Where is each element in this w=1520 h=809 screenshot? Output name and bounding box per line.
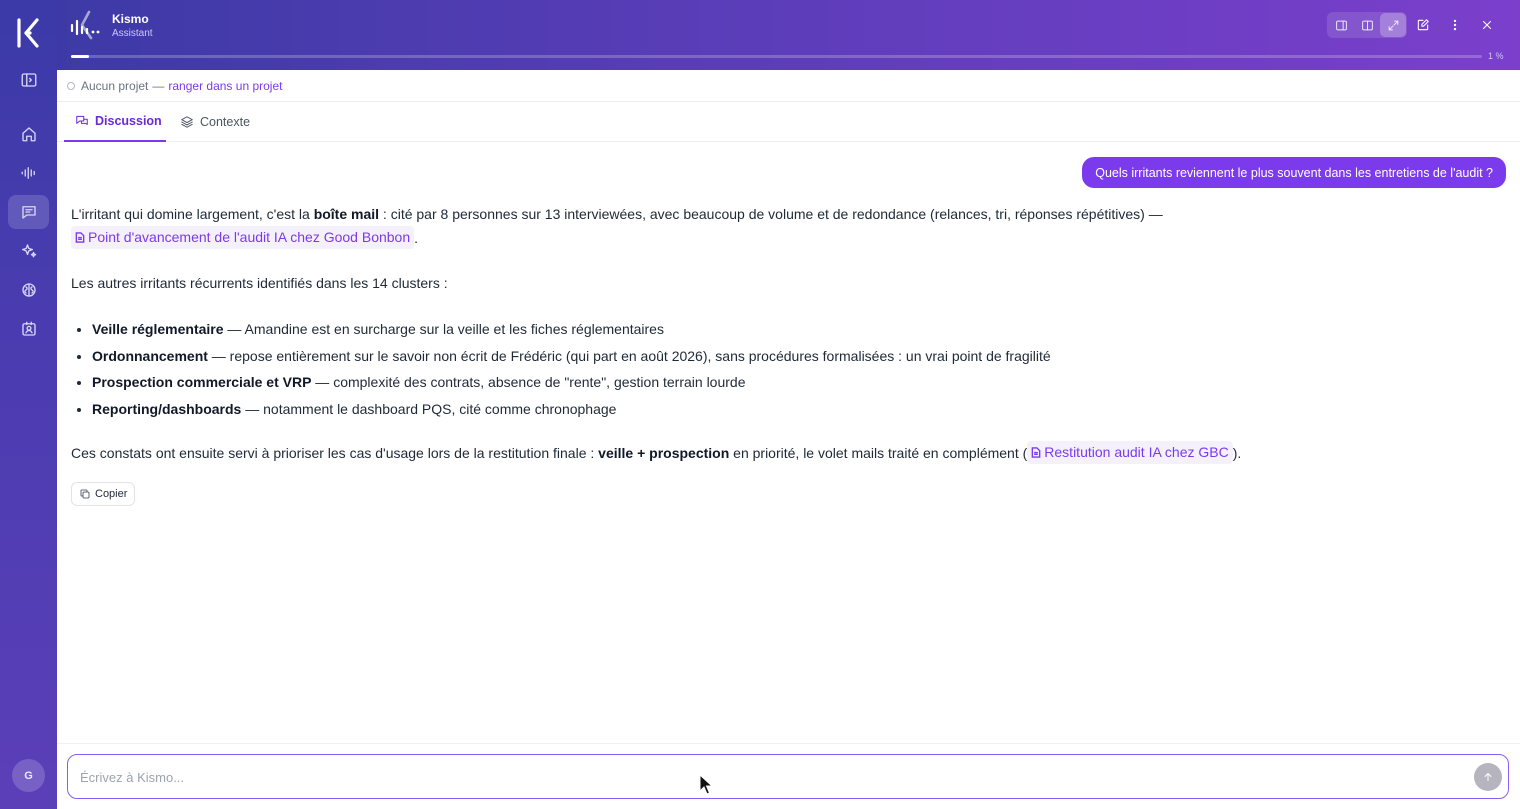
sparkles-icon [20, 242, 38, 260]
waveform-icon [20, 164, 38, 182]
progress-percent: 1 % [1488, 51, 1504, 61]
columns-icon [1361, 19, 1374, 32]
sidebar-item-contacts[interactable] [8, 312, 49, 346]
list-item-title: Veille réglementaire [92, 321, 224, 337]
send-button[interactable] [1474, 763, 1502, 791]
source-reference-label: Point d'avancement de l'audit IA chez Good Bonbon [88, 229, 411, 245]
sidebar-item-chat[interactable] [8, 195, 49, 229]
left-rail [0, 0, 57, 809]
answer-paragraph-2: Les autres irritants récurrents identifiés dans les 14 clusters : [71, 275, 448, 291]
fullscreen-button[interactable] [1380, 13, 1406, 37]
user-message-bubble: Quels irritants reviennent le plus souvent dans les entretiens de l'audit ? [1082, 157, 1506, 188]
answer-paragraph-1 [71, 203, 1491, 250]
new-chat-button[interactable] [1407, 12, 1439, 38]
list-item [92, 398, 1491, 421]
project-status-icon [67, 82, 75, 90]
chat-icon [20, 203, 38, 221]
source-reference-label: Restitution audit IA chez GBC [1044, 443, 1229, 460]
document-icon [75, 232, 85, 243]
answer-text: ). [1232, 444, 1242, 461]
answer-text: : cité par 8 personnes sur 13 interviewées, avec beaucoup de volume et de redondance (relances, tri, réponses répétitives) — [379, 206, 1163, 222]
user-avatar[interactable]: G [12, 759, 45, 792]
header-toolbar [1327, 12, 1503, 38]
irritants-list [71, 318, 1491, 421]
tab-contexte[interactable] [179, 102, 250, 142]
progress-bar [71, 55, 1482, 58]
view-mode-group [1327, 12, 1407, 38]
tab-bar [57, 102, 1520, 142]
close-button[interactable] [1471, 12, 1503, 38]
answer-text: L'irritant qui domine largement, c'est la [71, 206, 314, 222]
tab-discussion-label: Discussion [95, 114, 162, 128]
answer-paragraph-3 [71, 441, 1491, 465]
list-item [92, 371, 1491, 394]
mouse-cursor-icon [699, 774, 713, 796]
assistant-header [57, 0, 1520, 70]
message-input[interactable] [80, 767, 1460, 787]
arrow-up-icon [1482, 771, 1494, 783]
answer-text: en priorité, le volet mails traité en complément ( [729, 444, 1028, 461]
list-item-text: — complexité des contrats, absence de "rente", gestion terrain lourde [311, 374, 746, 390]
more-button[interactable] [1439, 12, 1471, 38]
list-item [92, 318, 1491, 341]
tab-contexte-label: Contexte [200, 115, 251, 129]
kismo-wave-logo [69, 9, 103, 41]
sidebar-item-home[interactable] [8, 117, 49, 151]
list-item [92, 345, 1491, 368]
sidebar-view-button[interactable] [1328, 13, 1354, 37]
answer-text: Ces constats ont ensuite servi à prioriser les cas d'usage lors de la restitution finale : [71, 444, 599, 461]
copy-button[interactable] [71, 482, 135, 506]
expand-icon [1387, 19, 1400, 32]
close-icon [1480, 18, 1494, 32]
answer-bold: veille + prospection [598, 444, 730, 461]
list-item-text: — repose entièrement sur le savoir non écrit de Frédéric (qui part en août 2026), sans procédures formalisées : un vrai point de fragilité [207, 347, 1051, 364]
sidebar-item-audio[interactable] [8, 156, 49, 190]
answer-bold: boîte mail [313, 206, 380, 222]
list-item-text: — notamment le dashboard PQS, cité comme chronophage [241, 400, 617, 417]
discussion-icon [75, 114, 89, 128]
project-none-label: Aucun projet [81, 78, 149, 93]
edit-icon [1416, 18, 1430, 32]
copy-icon [79, 488, 91, 500]
sidebar-item-sparkles[interactable] [8, 234, 49, 268]
message-composer [67, 754, 1509, 799]
app-subtitle: Assistant [112, 28, 153, 39]
source-reference-link[interactable] [71, 226, 414, 249]
list-item-title: Reporting/dashboards [92, 400, 242, 417]
sidebar-toggle-icon [20, 71, 38, 89]
list-item-title: Prospection commerciale et VRP [92, 374, 312, 390]
sidebar-toggle-button[interactable] [8, 63, 49, 97]
tab-discussion[interactable] [64, 102, 166, 142]
split-view-button[interactable] [1354, 13, 1380, 37]
answer-text: . [414, 230, 419, 246]
brain-icon [20, 281, 38, 299]
assistant-answer [71, 203, 1491, 465]
progress-fill [71, 55, 89, 58]
sidebar-item-brain[interactable] [8, 273, 49, 307]
kismo-logo[interactable] [11, 16, 45, 50]
more-vertical-icon [1448, 18, 1462, 32]
project-separator: — [152, 78, 165, 93]
home-icon [20, 125, 38, 143]
document-icon [1031, 447, 1041, 458]
panel-right-icon [1335, 19, 1348, 32]
composer-divider [57, 743, 1520, 744]
assign-project-link[interactable]: ranger dans un projet [168, 78, 283, 93]
copy-button-label: Copier [95, 488, 128, 500]
app-title: Kismo [112, 12, 149, 26]
project-bar [57, 70, 1520, 102]
contact-card-icon [20, 320, 38, 338]
source-reference-link[interactable] [1027, 441, 1232, 464]
list-item-title: Ordonnancement [92, 347, 208, 364]
layers-icon [180, 115, 194, 129]
list-item-text: — Amandine est en surcharge sur la veille et les fiches réglementaires [223, 321, 664, 337]
